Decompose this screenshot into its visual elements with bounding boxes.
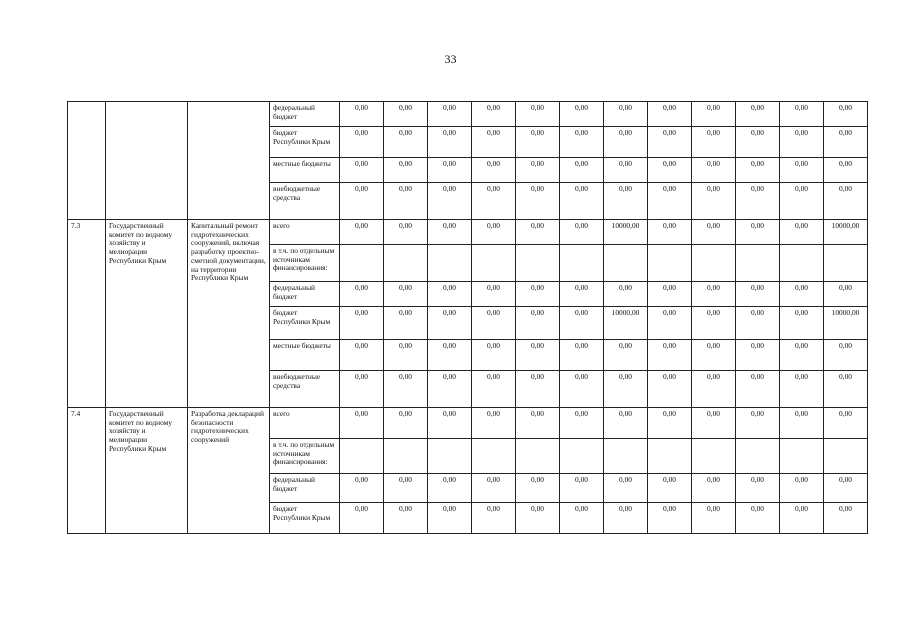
value-cell: 0,00: [604, 371, 648, 408]
activity-cell: [188, 102, 270, 220]
value-cell: 0,00: [428, 183, 472, 220]
value-cell: 0,00: [428, 158, 472, 183]
value-cell: [604, 245, 648, 282]
value-cell: 0,00: [340, 307, 384, 340]
value-cell: [472, 245, 516, 282]
value-cell: [736, 439, 780, 474]
value-cell: 0,00: [648, 220, 692, 245]
value-cell: 0,00: [736, 474, 780, 503]
value-cell: 0,00: [340, 371, 384, 408]
value-cell: 0,00: [428, 282, 472, 307]
value-cell: 0,00: [604, 503, 648, 534]
value-cell: 0,00: [824, 102, 868, 127]
value-cell: 0,00: [604, 102, 648, 127]
value-cell: 0,00: [384, 307, 428, 340]
value-cell: 0,00: [780, 220, 824, 245]
value-cell: [428, 245, 472, 282]
value-cell: 0,00: [736, 307, 780, 340]
value-cell: 0,00: [692, 307, 736, 340]
value-cell: 0,00: [384, 408, 428, 439]
value-cell: [604, 439, 648, 474]
value-cell: 0,00: [560, 340, 604, 371]
value-cell: 0,00: [824, 183, 868, 220]
value-cell: 0,00: [648, 503, 692, 534]
funding-source-cell: бюджет Республики Крым: [270, 503, 340, 534]
value-cell: 0,00: [648, 340, 692, 371]
value-cell: 0,00: [692, 220, 736, 245]
funding-source-cell: федеральный бюджет: [270, 474, 340, 503]
value-cell: 0,00: [472, 408, 516, 439]
value-cell: 0,00: [560, 102, 604, 127]
executor-cell: [106, 102, 188, 220]
value-cell: 10000,00: [604, 307, 648, 340]
funding-source-cell: в т.ч. по отдельным источникам финансирования:: [270, 439, 340, 474]
value-cell: 0,00: [648, 408, 692, 439]
value-cell: 0,00: [560, 282, 604, 307]
value-cell: 0,00: [340, 183, 384, 220]
value-cell: [780, 245, 824, 282]
value-cell: 0,00: [692, 127, 736, 158]
value-cell: [824, 245, 868, 282]
value-cell: 0,00: [428, 503, 472, 534]
value-cell: [824, 439, 868, 474]
value-cell: 0,00: [560, 503, 604, 534]
value-cell: 0,00: [648, 307, 692, 340]
value-cell: 0,00: [560, 127, 604, 158]
value-cell: 0,00: [340, 408, 384, 439]
value-cell: 0,00: [516, 474, 560, 503]
value-cell: 0,00: [516, 371, 560, 408]
value-cell: 0,00: [824, 503, 868, 534]
value-cell: 0,00: [604, 183, 648, 220]
page-number: 33: [444, 52, 457, 66]
activity-cell: Разработка деклараций безопасности гидротехнических сооружений: [188, 408, 270, 534]
value-cell: [428, 439, 472, 474]
funding-source-cell: бюджет Республики Крым: [270, 127, 340, 158]
table-row: [68, 102, 868, 127]
value-cell: 0,00: [736, 127, 780, 158]
value-cell: 0,00: [692, 102, 736, 127]
value-cell: 0,00: [472, 282, 516, 307]
value-cell: 0,00: [428, 307, 472, 340]
value-cell: 0,00: [384, 371, 428, 408]
value-cell: 0,00: [648, 371, 692, 408]
value-cell: [560, 439, 604, 474]
funding-source-cell: всего: [270, 408, 340, 439]
value-cell: 0,00: [384, 158, 428, 183]
value-cell: 0,00: [384, 127, 428, 158]
value-cell: 0,00: [472, 127, 516, 158]
value-cell: 0,00: [384, 340, 428, 371]
value-cell: 0,00: [604, 340, 648, 371]
value-cell: 0,00: [428, 102, 472, 127]
value-cell: 0,00: [516, 158, 560, 183]
value-cell: [516, 245, 560, 282]
executor-cell: Государственный комитет по водному хозяйству и мелиорации Республики Крым: [106, 220, 188, 408]
value-cell: 0,00: [516, 408, 560, 439]
value-cell: 0,00: [692, 474, 736, 503]
value-cell: 0,00: [340, 503, 384, 534]
value-cell: 0,00: [692, 282, 736, 307]
value-cell: 0,00: [736, 408, 780, 439]
funding-source-cell: местные бюджеты: [270, 158, 340, 183]
funding-source-cell: в т.ч. по отдельным источникам финансирования:: [270, 245, 340, 282]
value-cell: [648, 439, 692, 474]
row-number: [68, 102, 106, 220]
value-cell: 0,00: [516, 307, 560, 340]
value-cell: 0,00: [516, 220, 560, 245]
value-cell: 0,00: [384, 282, 428, 307]
value-cell: 0,00: [384, 102, 428, 127]
value-cell: 0,00: [648, 183, 692, 220]
value-cell: 0,00: [472, 307, 516, 340]
row-number: 7.3: [68, 220, 106, 408]
value-cell: 0,00: [780, 282, 824, 307]
value-cell: 0,00: [780, 503, 824, 534]
value-cell: 0,00: [428, 220, 472, 245]
value-cell: 0,00: [648, 474, 692, 503]
funding-source-cell: федеральный бюджет: [270, 102, 340, 127]
value-cell: 0,00: [428, 371, 472, 408]
value-cell: [648, 245, 692, 282]
value-cell: 0,00: [604, 127, 648, 158]
value-cell: 0,00: [824, 340, 868, 371]
value-cell: [692, 245, 736, 282]
value-cell: 0,00: [340, 340, 384, 371]
value-cell: 0,00: [384, 220, 428, 245]
value-cell: 0,00: [736, 371, 780, 408]
value-cell: 0,00: [516, 183, 560, 220]
value-cell: 0,00: [780, 307, 824, 340]
value-cell: 0,00: [736, 102, 780, 127]
value-cell: 0,00: [340, 474, 384, 503]
funding-source-cell: всего: [270, 220, 340, 245]
value-cell: 0,00: [560, 371, 604, 408]
value-cell: 0,00: [560, 307, 604, 340]
value-cell: 0,00: [560, 474, 604, 503]
value-cell: 0,00: [604, 408, 648, 439]
value-cell: 0,00: [824, 282, 868, 307]
value-cell: 0,00: [340, 102, 384, 127]
funding-source-cell: внебюджетные средства: [270, 371, 340, 408]
value-cell: 0,00: [472, 503, 516, 534]
value-cell: [692, 439, 736, 474]
value-cell: 0,00: [340, 127, 384, 158]
value-cell: 0,00: [824, 158, 868, 183]
value-cell: 0,00: [780, 340, 824, 371]
value-cell: 0,00: [604, 282, 648, 307]
value-cell: [472, 439, 516, 474]
value-cell: [384, 439, 428, 474]
value-cell: 0,00: [648, 127, 692, 158]
value-cell: 0,00: [780, 183, 824, 220]
value-cell: [516, 439, 560, 474]
value-cell: 0,00: [472, 102, 516, 127]
value-cell: 0,00: [692, 183, 736, 220]
funding-table: [67, 101, 868, 534]
value-cell: 0,00: [560, 183, 604, 220]
value-cell: 0,00: [340, 282, 384, 307]
value-cell: 0,00: [560, 408, 604, 439]
value-cell: 0,00: [736, 340, 780, 371]
value-cell: 10000,00: [604, 220, 648, 245]
funding-source-cell: внебюджетные средства: [270, 183, 340, 220]
value-cell: 0,00: [384, 474, 428, 503]
value-cell: 0,00: [472, 158, 516, 183]
value-cell: 0,00: [736, 220, 780, 245]
activity-cell: Капитальный ремонт гидротехнических сооружений, включая разработку проектно-сметной документации, на территории Республики Крым: [188, 220, 270, 408]
value-cell: 0,00: [472, 183, 516, 220]
value-cell: 0,00: [428, 474, 472, 503]
value-cell: 0,00: [340, 220, 384, 245]
value-cell: 0,00: [560, 220, 604, 245]
value-cell: 0,00: [472, 220, 516, 245]
value-cell: 0,00: [648, 158, 692, 183]
value-cell: 0,00: [736, 282, 780, 307]
row-number: 7.4: [68, 408, 106, 534]
table-row: [68, 220, 868, 245]
funding-source-cell: местные бюджеты: [270, 340, 340, 371]
value-cell: [780, 439, 824, 474]
value-cell: 0,00: [780, 474, 824, 503]
value-cell: 0,00: [428, 127, 472, 158]
value-cell: 0,00: [780, 127, 824, 158]
value-cell: 0,00: [736, 158, 780, 183]
value-cell: 0,00: [692, 340, 736, 371]
value-cell: 0,00: [428, 408, 472, 439]
funding-source-cell: бюджет Республики Крым: [270, 307, 340, 340]
value-cell: 0,00: [780, 158, 824, 183]
value-cell: 0,00: [560, 158, 604, 183]
value-cell: 0,00: [780, 371, 824, 408]
value-cell: 0,00: [648, 102, 692, 127]
table-row: [68, 408, 868, 439]
value-cell: 0,00: [824, 371, 868, 408]
value-cell: 0,00: [472, 371, 516, 408]
value-cell: 0,00: [472, 340, 516, 371]
value-cell: [340, 245, 384, 282]
value-cell: [560, 245, 604, 282]
value-cell: 0,00: [648, 282, 692, 307]
value-cell: 0,00: [516, 127, 560, 158]
value-cell: 0,00: [516, 102, 560, 127]
value-cell: 0,00: [692, 371, 736, 408]
value-cell: 0,00: [824, 127, 868, 158]
value-cell: 0,00: [692, 408, 736, 439]
executor-cell: Государственный комитет по водному хозяйству и мелиорации Республики Крым: [106, 408, 188, 534]
value-cell: 0,00: [736, 503, 780, 534]
value-cell: 0,00: [472, 474, 516, 503]
value-cell: 0,00: [780, 102, 824, 127]
value-cell: 0,00: [692, 158, 736, 183]
value-cell: 0,00: [516, 340, 560, 371]
value-cell: 0,00: [428, 340, 472, 371]
value-cell: 0,00: [604, 474, 648, 503]
value-cell: 0,00: [516, 503, 560, 534]
value-cell: 0,00: [384, 183, 428, 220]
value-cell: 10000,00: [824, 307, 868, 340]
funding-source-cell: федеральный бюджет: [270, 282, 340, 307]
value-cell: 0,00: [384, 503, 428, 534]
value-cell: [340, 439, 384, 474]
value-cell: 0,00: [824, 408, 868, 439]
value-cell: [736, 245, 780, 282]
value-cell: 0,00: [692, 503, 736, 534]
value-cell: 0,00: [780, 408, 824, 439]
value-cell: 10000,00: [824, 220, 868, 245]
value-cell: 0,00: [824, 474, 868, 503]
value-cell: 0,00: [736, 183, 780, 220]
value-cell: 0,00: [340, 158, 384, 183]
value-cell: 0,00: [604, 158, 648, 183]
value-cell: [384, 245, 428, 282]
value-cell: 0,00: [516, 282, 560, 307]
